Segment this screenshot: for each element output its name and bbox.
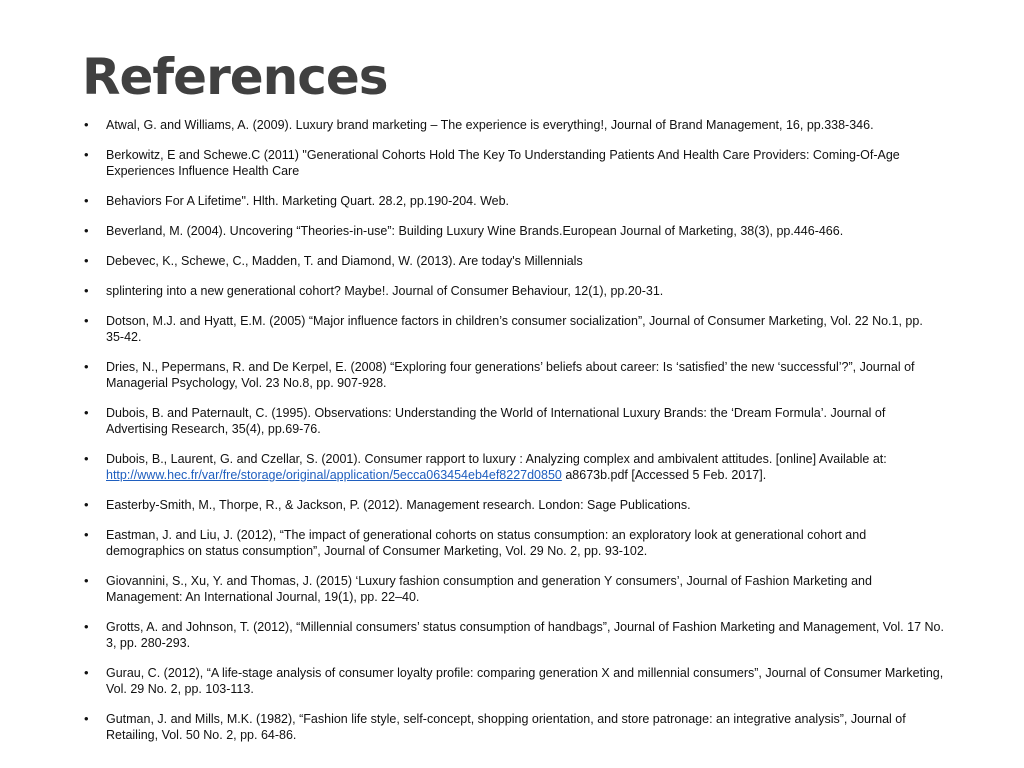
- reference-text: Beverland, M. (2004). Uncovering “Theories-in-use”: Building Luxury Wine Brands.European Journal of Marketing, 38(3), pp.446-466.: [106, 224, 844, 238]
- list-item: [84, 451, 944, 483]
- list-item: [84, 573, 944, 605]
- list-item: [84, 619, 944, 651]
- bullet-icon: •: [84, 193, 89, 208]
- list-item: [84, 313, 944, 345]
- reference-text: Atwal, G. and Williams, A. (2009). Luxury brand marketing – The experience is everything!, Journal of Brand Management, 16, pp.338-346.: [106, 118, 874, 132]
- bullet-icon: •: [84, 253, 89, 268]
- list-item: [84, 253, 944, 269]
- reference-link[interactable]: http://www.hec.fr/var/fre/storage/original/application/5ecca063454eb4ef8227d0850: [106, 468, 562, 482]
- bullet-icon: •: [84, 573, 89, 588]
- reference-text: Dubois, B., Laurent, G. and Czellar, S. (2001). Consumer rapport to luxury : Analyzing complex and ambivalent attitudes. [online] Available at:: [106, 452, 887, 466]
- reference-text: splintering into a new generational cohort? Maybe!. Journal of Consumer Behaviour, 12(1), pp.20-31.: [106, 284, 664, 298]
- list-item: [84, 711, 944, 743]
- bullet-icon: •: [84, 711, 89, 726]
- bullet-icon: •: [84, 223, 89, 238]
- bullet-icon: •: [84, 313, 89, 328]
- reference-text: Grotts, A. and Johnson, T. (2012), “Millennial consumers’ status consumption of handbags”, Journal of Fashion Marketing and Management, Vol. 17 No. 3, pp. 280-293.: [106, 620, 944, 650]
- list-item: [84, 223, 944, 239]
- list-item: [84, 665, 944, 697]
- reference-text: Dubois, B. and Paternault, C. (1995). Observations: Understanding the World of International Luxury Brands: the ‘Dream Formula’. Journal of Advertising Research, 35(4), pp.69-76.: [106, 406, 886, 436]
- list-item: [84, 147, 944, 179]
- bullet-icon: •: [84, 359, 89, 374]
- reference-text: Eastman, J. and Liu, J. (2012), “The impact of generational cohorts on status consumption: an exploratory look at generational cohort and demographics on status consumption”, Journal of Consumer Marketing, Vol. 29 No. 2, pp. 93-102.: [106, 528, 867, 558]
- reference-text: Dotson, M.J. and Hyatt, E.M. (2005) “Major influence factors in children’s consumer socialization”, Journal of Consumer Marketing, Vol. 22 No.1, pp. 35-42.: [106, 314, 923, 344]
- bullet-icon: •: [84, 147, 89, 162]
- reference-text: Gurau, C. (2012), “A life-stage analysis of consumer loyalty profile: comparing generation X and millennial consumers”, Journal of Consumer Marketing, Vol. 29 No. 2, pp. 103-113.: [106, 666, 944, 696]
- bullet-icon: •: [84, 451, 89, 466]
- list-item: [84, 117, 944, 133]
- bullet-icon: •: [84, 283, 89, 298]
- reference-text: Gutman, J. and Mills, M.K. (1982), “Fashion life style, self-concept, shopping orientation, and store patronage: an integrative analysis”, Journal of Retailing, Vol. 50 No. 2, pp. 64-86.: [106, 712, 906, 742]
- bullet-icon: •: [84, 497, 89, 512]
- list-item: [84, 283, 944, 299]
- reference-text: Debevec, K., Schewe, C., Madden, T. and Diamond, W. (2013). Are today's Millennials: [106, 254, 583, 268]
- reference-text: Berkowitz, E and Schewe.C (2011) "Generational Cohorts Hold The Key To Understanding Patients And Health Care Providers: Coming-Of-Age Experiences Influence Health Care: [106, 148, 900, 178]
- bullet-icon: •: [84, 665, 89, 680]
- reference-text: Dries, N., Pepermans, R. and De Kerpel, E. (2008) “Exploring four generations’ beliefs about career: Is ‘satisfied’ the new ‘successful’?”, Journal of Managerial Psychology, Vol. 23 No.8, pp. 907-928.: [106, 360, 915, 390]
- reference-text: Easterby-Smith, M., Thorpe, R., & Jackson, P. (2012). Management research. London: Sage Publications.: [106, 498, 691, 512]
- bullet-icon: •: [84, 405, 89, 420]
- reference-text-suffix: a8673b.pdf [Accessed 5 Feb. 2017].: [561, 468, 767, 482]
- list-item: [84, 497, 944, 513]
- reference-text: Giovannini, S., Xu, Y. and Thomas, J. (2015) ‘Luxury fashion consumption and generation Y consumers’, Journal of Fashion Marketing and Management: An International Journal, 19(1), pp. 22–40.: [106, 574, 872, 604]
- bullet-icon: •: [84, 527, 89, 542]
- page-title: References: [82, 48, 388, 106]
- list-item: [84, 527, 944, 559]
- list-item: [84, 405, 944, 437]
- bullet-icon: •: [84, 619, 89, 634]
- reference-text: Behaviors For A Lifetime". Hlth. Marketing Quart. 28.2, pp.190-204. Web.: [106, 194, 510, 208]
- references-list: [84, 117, 944, 757]
- list-item: [84, 359, 944, 391]
- bullet-icon: •: [84, 117, 89, 132]
- list-item: [84, 193, 944, 209]
